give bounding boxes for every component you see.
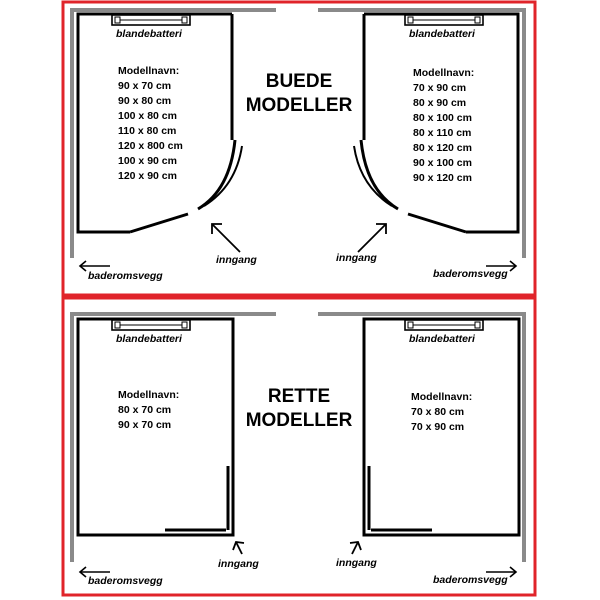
- model-name-heading: Modellnavn:: [118, 389, 180, 401]
- model-size: 100 x 80 cm: [118, 110, 177, 122]
- straight-heading-line1: RETTE: [267, 386, 331, 407]
- model-size: 90 x 80 cm: [118, 95, 172, 107]
- bathroom-wall-label: baderomsvegg: [88, 575, 163, 587]
- model-size: 80 x 90 cm: [413, 97, 467, 109]
- mixer-label: blandebatteri: [409, 333, 475, 345]
- mixer-bar-top-left: [112, 15, 190, 25]
- model-size: 120 x 800 cm: [118, 140, 183, 152]
- model-size: 120 x 90 cm: [118, 170, 177, 182]
- curved-right-model-list: [413, 66, 474, 186]
- model-size: 70 x 80 cm: [411, 406, 465, 418]
- bathroom-wall-label: baderomsvegg: [88, 270, 163, 282]
- mixer-bar-top-right: [405, 15, 483, 25]
- mixer-bar-bottom-right: [405, 320, 483, 330]
- model-name-heading: Modellnavn:: [411, 391, 473, 403]
- model-size: 80 x 120 cm: [413, 142, 472, 154]
- straight-left-model-list: [118, 388, 179, 433]
- entrance-label: inngang: [218, 558, 259, 570]
- mixer-label: blandebatteri: [116, 333, 182, 345]
- model-size: 100 x 90 cm: [118, 155, 177, 167]
- straight-right-model-list: [411, 390, 472, 435]
- mixer-label: blandebatteri: [116, 28, 182, 40]
- mixer-bar-bottom-left: [112, 320, 190, 330]
- model-name-heading: Modellnavn:: [118, 65, 180, 77]
- model-size: 90 x 70 cm: [118, 419, 172, 431]
- bathroom-wall-label: baderomsvegg: [433, 268, 508, 280]
- entrance-label: inngang: [336, 252, 377, 264]
- model-size: 90 x 120 cm: [413, 172, 472, 184]
- model-size: 80 x 100 cm: [413, 112, 472, 124]
- model-size: 110 x 80 cm: [118, 125, 177, 137]
- curved-heading-line2: MODELLER: [245, 95, 353, 116]
- curved-models-heading: [229, 70, 369, 118]
- model-size: 90 x 100 cm: [413, 157, 472, 169]
- curved-left-model-list: [118, 64, 183, 184]
- straight-models-heading: [229, 385, 369, 433]
- model-size: 80 x 110 cm: [413, 127, 472, 139]
- model-size: 80 x 70 cm: [118, 404, 172, 416]
- model-size: 90 x 70 cm: [118, 80, 172, 92]
- curved-heading-line1: BUEDE: [265, 71, 333, 92]
- mixer-label: blandebatteri: [409, 28, 475, 40]
- bathroom-wall-label: baderomsvegg: [433, 574, 508, 586]
- model-size: 70 x 90 cm: [413, 82, 467, 94]
- entrance-label: inngang: [216, 254, 257, 266]
- model-name-heading: Modellnavn:: [413, 67, 475, 79]
- entrance-label: inngang: [336, 557, 377, 569]
- straight-heading-line2: MODELLER: [245, 410, 353, 431]
- model-size: 70 x 90 cm: [411, 421, 465, 433]
